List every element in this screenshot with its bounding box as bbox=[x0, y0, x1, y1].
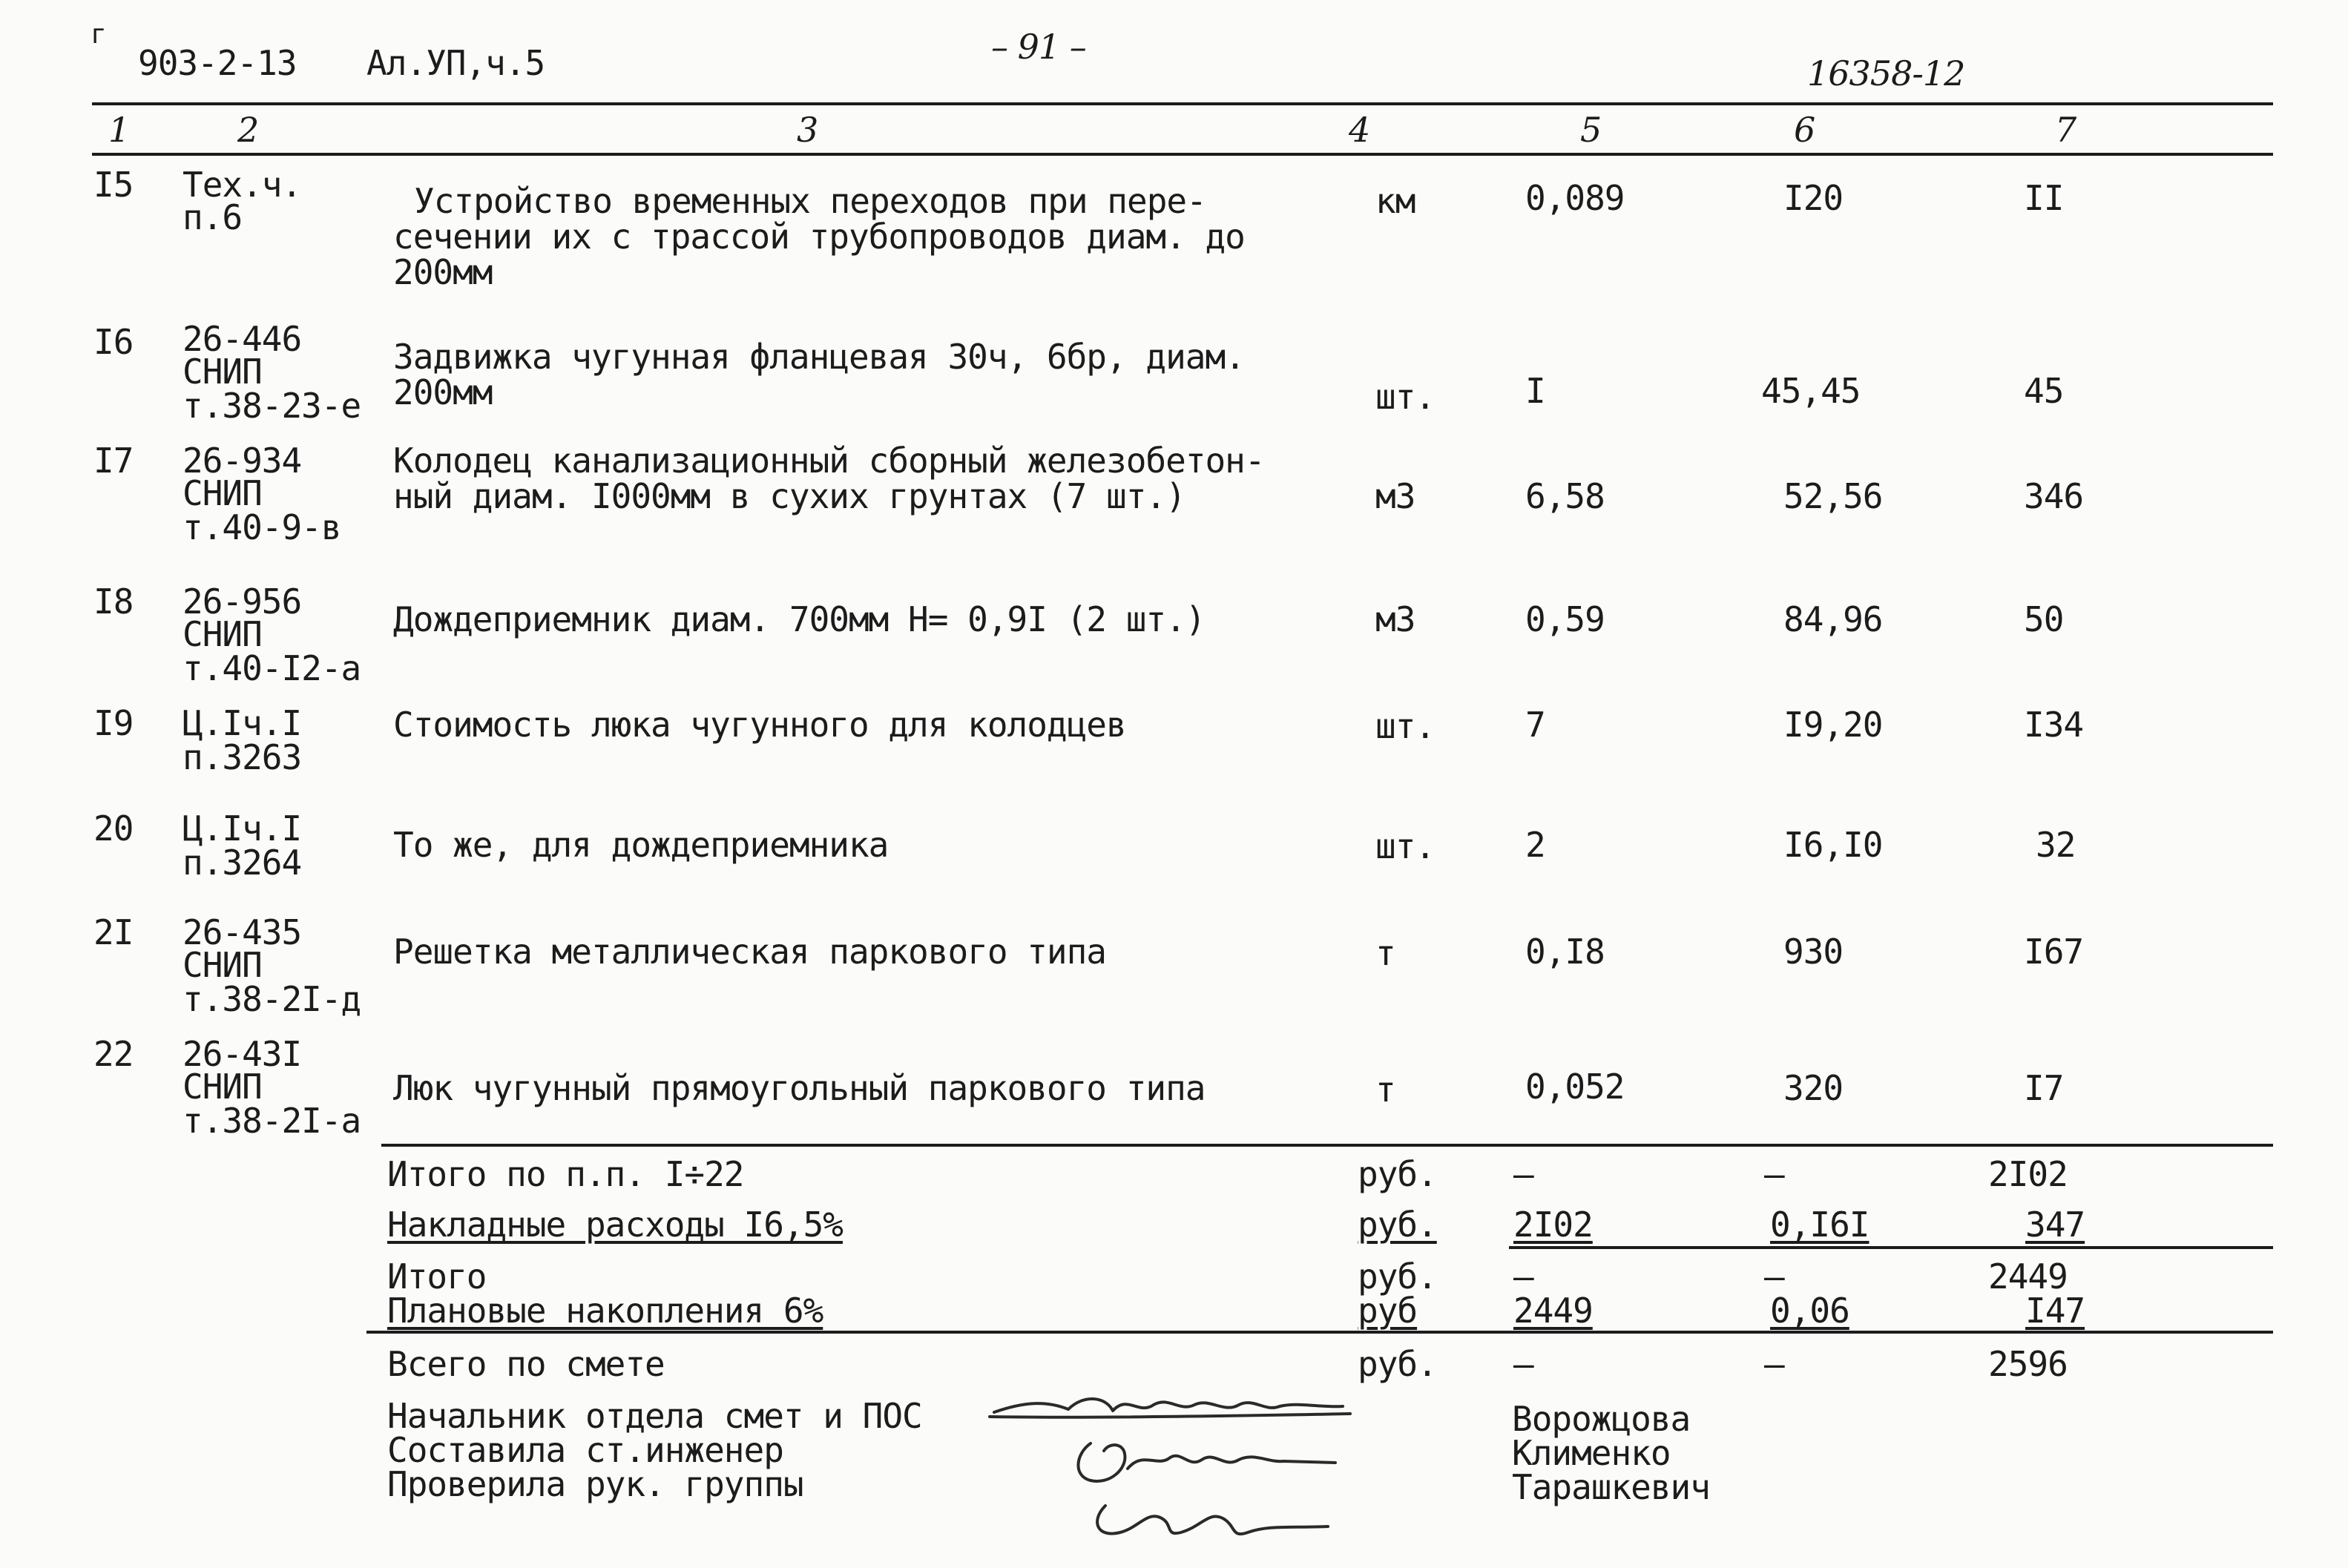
signature-role: Начальник отдела смет и ПОС bbox=[387, 1396, 922, 1436]
row-quantity: I bbox=[1525, 371, 1545, 411]
totals-label: Итого bbox=[387, 1256, 487, 1297]
row-description-line: Люк чугунный прямоугольный паркового типа bbox=[393, 1068, 1206, 1108]
row-ref-line: т.40-9-в bbox=[182, 507, 341, 547]
totals-amount: 2596 bbox=[1988, 1344, 2068, 1384]
row-unit: т bbox=[1375, 933, 1395, 973]
signatory-name: Ворожцова bbox=[1512, 1399, 1691, 1439]
totals-unit: руб. bbox=[1358, 1344, 1437, 1384]
row-total: 346 bbox=[2024, 476, 2084, 516]
row-number: I6 bbox=[93, 322, 134, 362]
row-quantity: 0,I8 bbox=[1525, 932, 1605, 972]
totals-rate: – bbox=[1764, 1344, 1784, 1384]
row-unit-price: I6,I0 bbox=[1783, 825, 1883, 865]
album-code: Ал.УП,ч.5 bbox=[366, 43, 545, 83]
row-unit-price: 52,56 bbox=[1783, 476, 1883, 516]
row-quantity: 7 bbox=[1525, 705, 1545, 745]
row-ref-line: т.38-23-е bbox=[182, 386, 361, 426]
row-number: I7 bbox=[93, 441, 134, 481]
row-ref-line: п.3264 bbox=[182, 843, 302, 883]
col-header-5: 5 bbox=[1580, 110, 1602, 150]
row-total: 32 bbox=[2036, 825, 2076, 865]
totals-quantity: 2I02 bbox=[1513, 1205, 1593, 1245]
row-description-line: ный диам. I000мм в сухих грунтах (7 шт.) bbox=[393, 476, 1185, 516]
row-ref-line: Ц.Iч.I bbox=[182, 703, 302, 743]
row-unit-price: I20 bbox=[1783, 178, 1844, 218]
row-total: 50 bbox=[2024, 599, 2064, 639]
row-unit: м3 bbox=[1375, 476, 1415, 516]
row-unit: шт. bbox=[1375, 826, 1436, 866]
row-ref-line: СНИП bbox=[182, 1067, 262, 1107]
row-ref-line: т.38-2I-д bbox=[182, 979, 361, 1019]
doc-code: 903-2-13 bbox=[138, 43, 297, 83]
signature-role: Проверила рук. группы bbox=[387, 1464, 803, 1504]
col-header-2: 2 bbox=[237, 110, 259, 150]
grand-total-rule bbox=[366, 1331, 2273, 1334]
row-total: I67 bbox=[2024, 932, 2084, 972]
subtotal-rule bbox=[1509, 1246, 2273, 1249]
row-description-line: Задвижка чугунная фланцевая 30ч, 6бр, диам. bbox=[393, 337, 1245, 377]
col-header-4: 4 bbox=[1349, 110, 1370, 150]
header-bottom-rule bbox=[92, 153, 2273, 156]
row-description-line: сечении их с трассой трубопроводов диам. до bbox=[393, 217, 1245, 257]
row-description-line: Колодец канализационный сборный железобетон- bbox=[393, 441, 1265, 481]
row-ref-line: Ц.Iч.I bbox=[182, 808, 302, 849]
row-ref-line: 26-934 bbox=[182, 441, 302, 481]
totals-unit: руб. bbox=[1358, 1205, 1437, 1245]
row-number: 2I bbox=[93, 912, 134, 952]
signature-role: Составила ст.инженер bbox=[387, 1430, 783, 1470]
row-unit-price: 320 bbox=[1783, 1068, 1844, 1108]
row-unit: т bbox=[1375, 1070, 1395, 1110]
row-description-line: 200мм bbox=[393, 252, 493, 292]
row-ref-line: СНИП bbox=[182, 945, 262, 985]
totals-amount: 2I02 bbox=[1988, 1154, 2068, 1194]
row-ref-line: 26-446 bbox=[182, 319, 302, 359]
totals-unit: руб bbox=[1358, 1291, 1418, 1331]
row-unit: шт. bbox=[1375, 377, 1436, 417]
signatory-name: Клименко bbox=[1512, 1433, 1671, 1473]
row-ref-line: 26-435 bbox=[182, 912, 302, 952]
row-description-line: Стоимость люка чугунного для колодцев bbox=[393, 705, 1126, 745]
totals-unit: руб. bbox=[1358, 1154, 1437, 1194]
row-unit: шт. bbox=[1375, 706, 1436, 746]
row-number: I9 bbox=[93, 703, 134, 743]
row-unit-price: 45,45 bbox=[1761, 371, 1861, 411]
row-total: 45 bbox=[2024, 371, 2064, 411]
row-total: I7 bbox=[2024, 1068, 2064, 1108]
signatory-name: Тарашкевич bbox=[1512, 1467, 1710, 1507]
row-ref-line: п.6 bbox=[182, 197, 243, 237]
table-top-rule bbox=[92, 102, 2273, 105]
totals-unit: руб. bbox=[1358, 1256, 1437, 1297]
row-total: II bbox=[2024, 178, 2064, 218]
totals-label: Накладные расходы I6,5% bbox=[387, 1205, 843, 1245]
totals-rate: – bbox=[1764, 1154, 1784, 1194]
row-unit-price: 930 bbox=[1783, 932, 1844, 972]
row-ref-line: п.3263 bbox=[182, 737, 302, 777]
col-header-6: 6 bbox=[1794, 110, 1815, 150]
row-description-line: 200мм bbox=[393, 372, 493, 412]
row-ref-line: 26-43I bbox=[182, 1034, 302, 1074]
row-ref-line: СНИП bbox=[182, 614, 262, 654]
row-ref-line: СНИП bbox=[182, 352, 262, 392]
row-ref-line: т.40-I2-а bbox=[182, 648, 361, 688]
row-number: I8 bbox=[93, 582, 134, 622]
page-number: – 91 – bbox=[991, 27, 1086, 67]
totals-rate: 0,06 bbox=[1770, 1291, 1849, 1331]
totals-label: Итого по п.п. I÷22 bbox=[387, 1154, 744, 1194]
row-description-line: Дождеприемник диам. 700мм Н= 0,9I (2 шт.) bbox=[393, 599, 1206, 639]
row-total: I34 bbox=[2024, 705, 2084, 745]
row-unit-price: 84,96 bbox=[1783, 599, 1883, 639]
totals-amount: 2449 bbox=[1988, 1256, 2068, 1297]
row-ref-line: т.38-2I-а bbox=[182, 1101, 361, 1141]
row-quantity: 0,089 bbox=[1525, 178, 1625, 218]
row-number: 20 bbox=[93, 808, 134, 849]
totals-quantity: – bbox=[1513, 1256, 1533, 1297]
row-quantity: 0,052 bbox=[1525, 1067, 1625, 1107]
col-header-3: 3 bbox=[797, 110, 818, 150]
row-number: I5 bbox=[93, 165, 134, 205]
corner-mark: г bbox=[91, 19, 106, 50]
col-header-1: 1 bbox=[108, 110, 130, 150]
row-number: 22 bbox=[93, 1034, 134, 1074]
row-unit-price: I9,20 bbox=[1783, 705, 1883, 745]
handwritten-signatures bbox=[979, 1380, 1365, 1550]
row-description-line: Устройство временных переходов при пере- bbox=[414, 181, 1206, 221]
totals-top-rule bbox=[381, 1144, 2273, 1147]
totals-amount: 347 bbox=[2025, 1205, 2085, 1245]
row-ref-line: Тех.ч. bbox=[182, 165, 302, 205]
row-ref-line: СНИП bbox=[182, 473, 262, 513]
totals-rate: 0,I6I bbox=[1770, 1205, 1869, 1245]
row-description-line: То же, для дождеприемника bbox=[393, 825, 889, 865]
totals-quantity: – bbox=[1513, 1154, 1533, 1194]
row-description-line: Решетка металлическая паркового типа bbox=[393, 932, 1106, 972]
totals-quantity: – bbox=[1513, 1344, 1533, 1384]
totals-quantity: 2449 bbox=[1513, 1291, 1593, 1331]
row-ref-line: 26-956 bbox=[182, 582, 302, 622]
totals-amount: I47 bbox=[2025, 1291, 2085, 1331]
row-quantity: 2 bbox=[1525, 825, 1545, 865]
row-unit: м3 bbox=[1375, 599, 1415, 639]
row-quantity: 0,59 bbox=[1525, 599, 1605, 639]
row-quantity: 6,58 bbox=[1525, 476, 1605, 516]
totals-label: Всего по смете bbox=[387, 1344, 665, 1384]
totals-rate: – bbox=[1764, 1256, 1784, 1297]
totals-label: Плановые накопления 6% bbox=[387, 1291, 823, 1331]
row-unit: км bbox=[1375, 181, 1415, 221]
col-header-7: 7 bbox=[2055, 110, 2076, 150]
doc-number: 16358-12 bbox=[1807, 53, 1965, 93]
